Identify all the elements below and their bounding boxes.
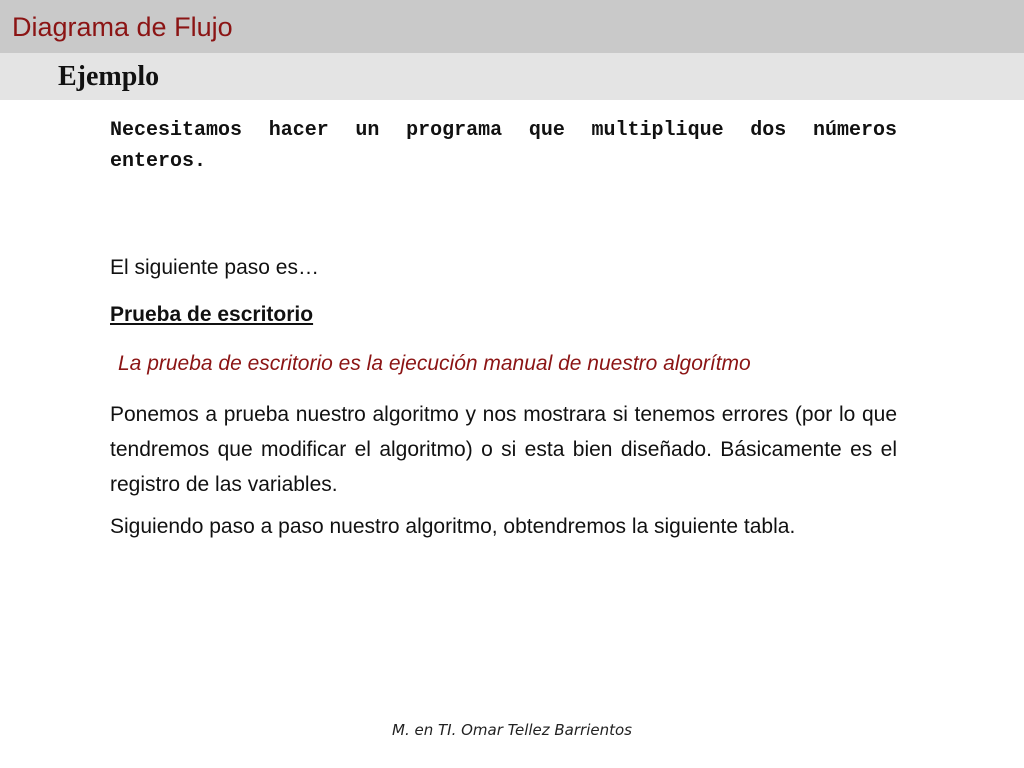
conclusion-paragraph: Siguiendo paso a paso nuestro algoritmo, obtendremos la siguiente tabla. — [110, 515, 796, 538]
deck-title: Diagrama de Flujo — [12, 12, 233, 42]
header-bar — [0, 0, 1024, 53]
footer-author: M. en TI. Omar Tellez Barrientos — [392, 721, 632, 739]
next-step-text: El siguiente paso es… — [110, 256, 319, 279]
problem-statement: Necesitamos hacer un programa que multiplique dos números enteros. — [110, 119, 897, 173]
definition-text: La prueba de escritorio es la ejecución manual de nuestro algorítmo — [118, 352, 751, 375]
slide-content — [110, 115, 897, 542]
title-bar — [0, 53, 1024, 100]
explanation-paragraph: Ponemos a prueba nuestro algoritmo y nos mostrara si tenemos errores (por lo que tendremos que modificar el algoritmo) o si esta bien diseñado. Básicamente es el registro de las variables. — [110, 403, 897, 496]
slide-title: Ejemplo — [58, 61, 160, 92]
section-heading: Prueba de escritorio — [110, 303, 314, 326]
